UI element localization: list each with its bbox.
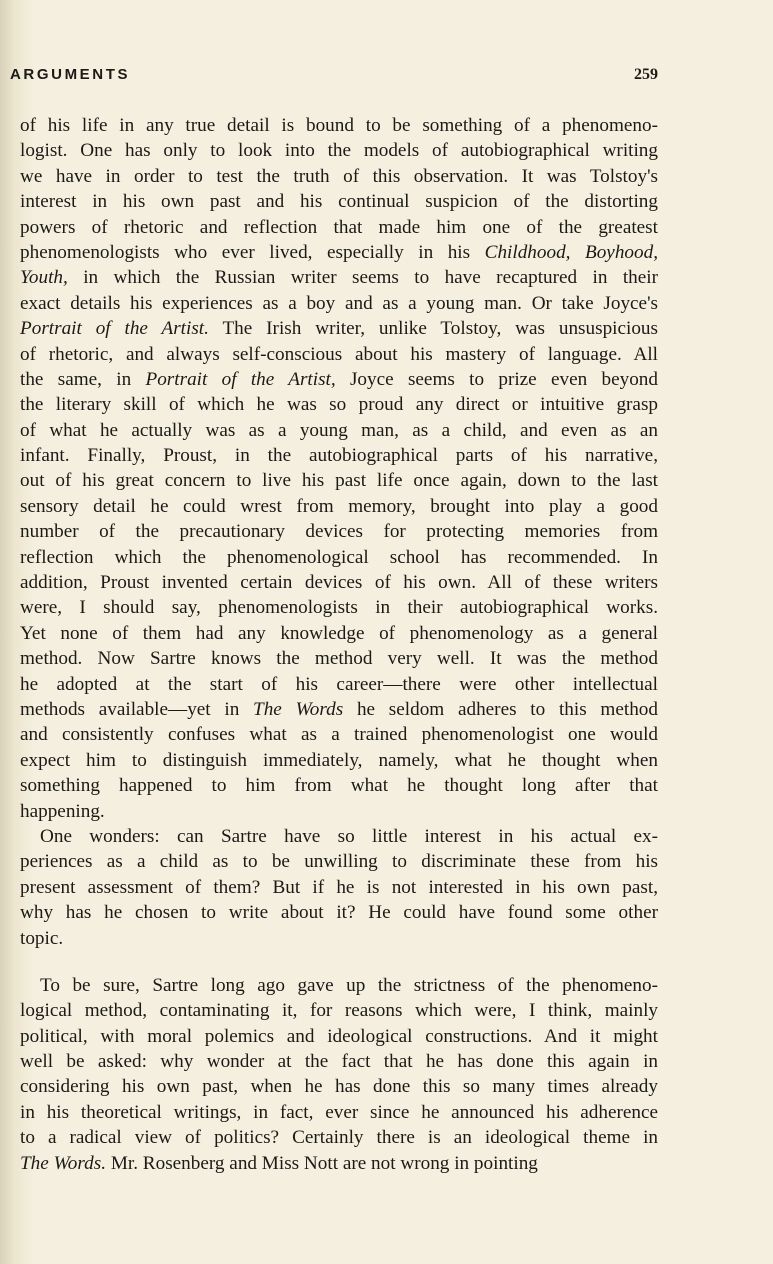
text-line: sensory detail he could wrest from memory, brought into play a good	[20, 495, 658, 517]
text-line: to a radical view of politics? Certainly there is an ideological theme in	[20, 1127, 658, 1149]
page-number: 259	[634, 66, 658, 83]
text-line: he adopted at the start of his career—there were other intellectual	[20, 673, 658, 695]
text-line: out of his great concern to live his past life once again, down to the last	[20, 470, 658, 492]
text-line: topic.	[20, 927, 64, 949]
text-line: why has he chosen to write about it? He could have found some other	[20, 902, 658, 924]
text-line: of his life in any true detail is bound to be something of a phenomeno-	[20, 115, 658, 136]
text-line: phenomenologists who ever lived, especially in his Childhood, Boyhood,	[20, 241, 658, 263]
text-line: the literary skill of which he was so proud any direct or intuitive grasp	[20, 394, 658, 416]
text-line: infant. Finally, Proust, in the autobiographical parts of his narrative,	[20, 445, 658, 467]
text-line: were, I should say, phenomenologists in their autobiographical works.	[20, 597, 658, 619]
text-line: logical method, contaminating it, for reasons which were, I think, mainly	[20, 1000, 658, 1022]
text-line: number of the precautionary devices for protecting memories from	[20, 521, 658, 543]
text-line: of rhetoric, and always self-conscious about his mastery of language. All	[20, 343, 658, 365]
text-line: exact details his experiences as a boy and as a young man. Or take Joyce's	[20, 292, 658, 314]
running-head: ARGUMENTS	[10, 66, 131, 83]
text-line: we have in order to test the truth of this observation. It was Tolstoy's	[20, 165, 658, 187]
text-line: reflection which the phenomenological school has recommended. In	[20, 546, 658, 568]
text-line: expect him to distinguish immediately, namely, what he thought when	[20, 749, 658, 771]
text-line: One wonders: can Sartre have so little interest in his actual ex-	[40, 825, 658, 847]
text-line: happening.	[20, 800, 105, 822]
page-header	[10, 66, 658, 84]
text-line: something happened to him from what he thought long after that	[20, 775, 658, 797]
text-line: and consistently confuses what as a trained phenomenologist one would	[20, 724, 658, 746]
text-line: considering his own past, when he has done this so many times already	[20, 1076, 658, 1098]
text-line: present assessment of them? But if he is not interested in his own past,	[20, 876, 658, 898]
text-line: methods available—yet in The Words he seldom adheres to this method	[20, 698, 658, 720]
text-line: The Words. Mr. Rosenberg and Miss Nott are not wrong in pointing	[20, 1152, 538, 1174]
paragraph-3	[20, 973, 658, 1176]
text-line: the same, in Portrait of the Artist, Joyce seems to prize even beyond	[20, 368, 658, 390]
text-line: interest in his own past and his continual suspicion of the distorting	[20, 191, 658, 213]
text-line: political, with moral polemics and ideological constructions. And it might	[20, 1025, 658, 1047]
text-line: well be asked: why wonder at the fact that he has done this again in	[20, 1051, 658, 1073]
body-text	[20, 113, 658, 1176]
text-line: periences as a child as to be unwilling to discriminate these from his	[20, 851, 658, 873]
text-line: Portrait of the Artist. The Irish writer, unlike Tolstoy, was unsuspicious	[20, 318, 658, 340]
paragraph-2	[20, 824, 658, 951]
section-gap	[20, 951, 658, 973]
text-line: powers of rhetoric and reflection that made him one of the greatest	[20, 216, 658, 238]
text-line: To be sure, Sartre long ago gave up the strictness of the phenomeno-	[40, 974, 658, 996]
text-line: addition, Proust invented certain devices of his own. All of these writers	[20, 572, 658, 594]
text-line: in his theoretical writings, in fact, ever since he announced his adherence	[20, 1101, 658, 1123]
text-line: of what he actually was as a young man, as a child, and even as an	[20, 419, 658, 441]
text-line: logist. One has only to look into the models of autobiographical writing	[20, 140, 658, 162]
text-line: Youth, in which the Russian writer seems to have recaptured in their	[20, 267, 658, 289]
text-line: Yet none of them had any knowledge of phenomenology as a general	[20, 622, 658, 644]
text-line: method. Now Sartre knows the method very well. It was the method	[20, 648, 658, 670]
paragraph-1	[20, 113, 658, 824]
